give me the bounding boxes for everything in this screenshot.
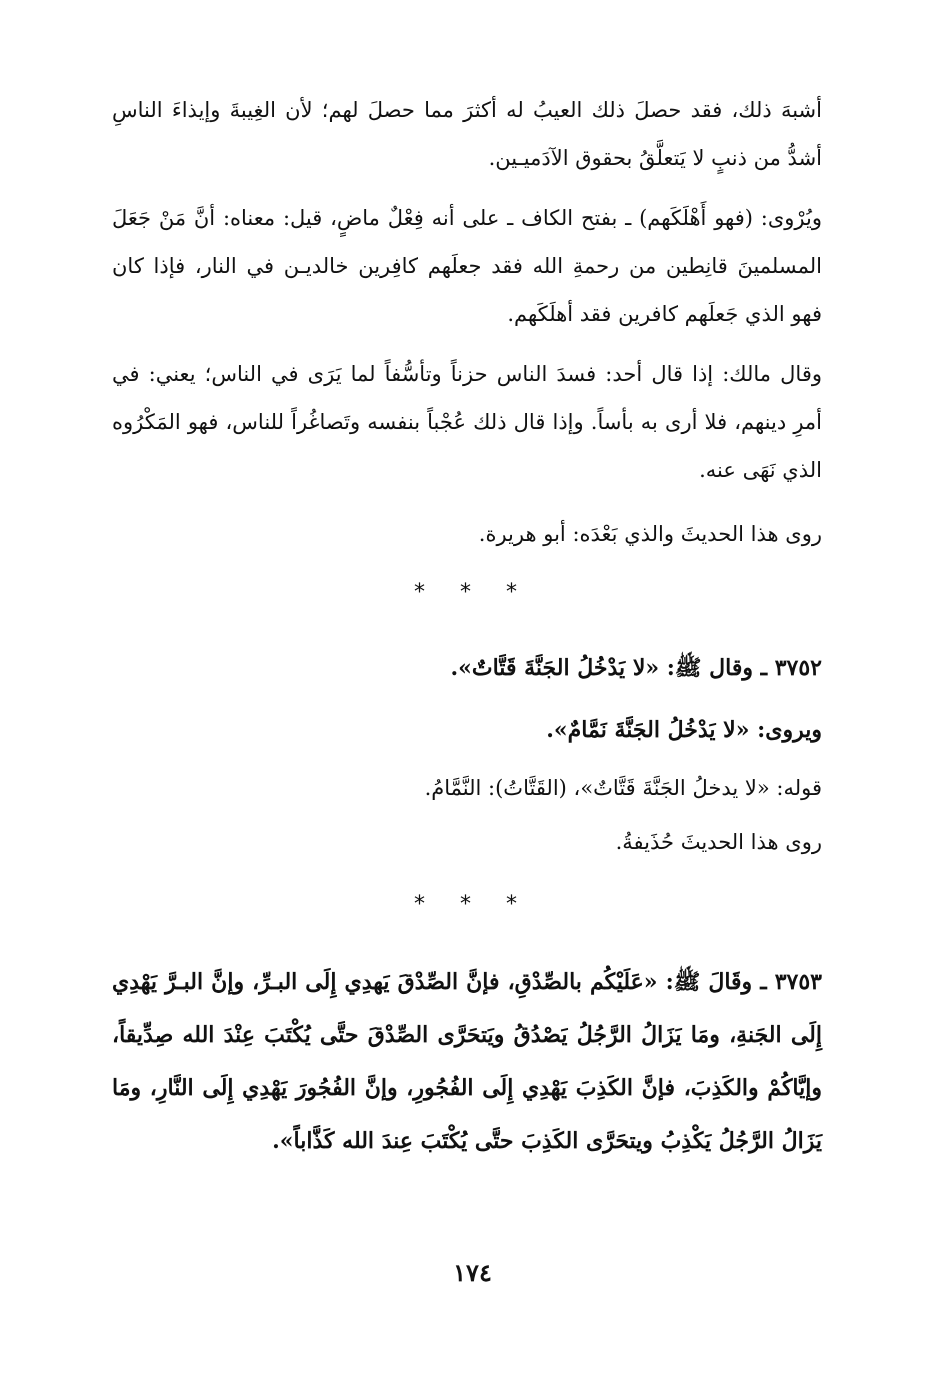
paragraph-malik-saying: وقال مالك: إذا قال أحد: فسدَ الناس حزناً وتأسُّفاً لما يَرَى في الناس؛ يعني: في أمرِ دينهم، فلا أرى به بأساً. وإذا قال ذلك عُجْباً بنفسه وتَصاغُراً للناس، فهو المَكْرُوه الذي نَهَى عنه. xyxy=(112,362,822,482)
hadith-3752-narrator: روى هذا الحديثَ حُذَيفةُ. xyxy=(615,830,822,854)
section-separator: * * * xyxy=(414,892,531,917)
section-separator: * * * xyxy=(414,580,531,605)
hadith-3752-variant: ويروى: «لا يَدْخُلُ الجَنَّةَ نَمَّامٌ». xyxy=(546,717,822,743)
paragraph-narration-variant: ويُرْوى: (فهو أَهْلَكَهم) ـ بفتح الكاف ـ على أنه فِعْلٌ ماضٍ، قيل: معناه: أنَّ مَنْ جَعَلَ المسلمينَ قانِطين من رحمةِ الله فقد جعلَهم كافِرين خالديـن في النار، فإذا كان فهو الذي جَعلَهم كافرين فقد أهلَكَهم. xyxy=(112,206,822,326)
paragraph-narrator-abu-hurayra: روى هذا الحديثَ والذي بَعْدَه: أبو هريرة. xyxy=(478,522,822,546)
page-number: ١٧٤ xyxy=(453,1258,492,1287)
hadith-3753-text: ٣٧٥٣ ـ وقَالَ ﷺ: «عَلَيْكُم بالصِّدْقِ، فإنَّ الصِّدْقَ يَهدِي إِلَى البـرِّ، وإنَّ البـرَّ يَهْدِي إِلَى الجَنةِ، ومَا يَزَالُ الرَّجُلُ يَصْدُقُ ويَتحَرَّى الصِّدْقَ حتَّى يُكْتَبَ عِنْدَ الله صِدِّيقاً، وإيَّاكُمْ والكَذِبَ، فإنَّ الكَذِبَ يَهْدِي إِلَى الفُجُورِ، وإنَّ الفُجُورَ يَهْدِي إِلَى النَّارِ، ومَا يَزَالُ الرَّجُلُ يَكْذِبُ ويتحَرَّى الكَذِبَ حتَّى يُكْتَبَ عِندَ الله كَذَّاباً». xyxy=(112,969,822,1154)
hadith-3752-text: ٣٧٥٢ ـ وقال ﷺ: «لا يَدْخُلُ الجَنَّةَ قَتَّاتٌ». xyxy=(450,655,822,681)
hadith-3752-explanation: قوله: «لا يدخلُ الجَنَّةَ قَتَّاتٌ»، (القَتَّاتُ): النَّمَّامُ. xyxy=(424,776,822,800)
paragraph-backbiting: أشبهَ ذلك، فقد حصلَ ذلك العيبُ له أكثرَ مما حصلَ لهم؛ لأن الغِيبةَ وإيذاءَ الناسِ أشدُّ من ذنبٍ لا يَتعلَّقُ بحقوق الآدَميـين. xyxy=(112,98,822,170)
